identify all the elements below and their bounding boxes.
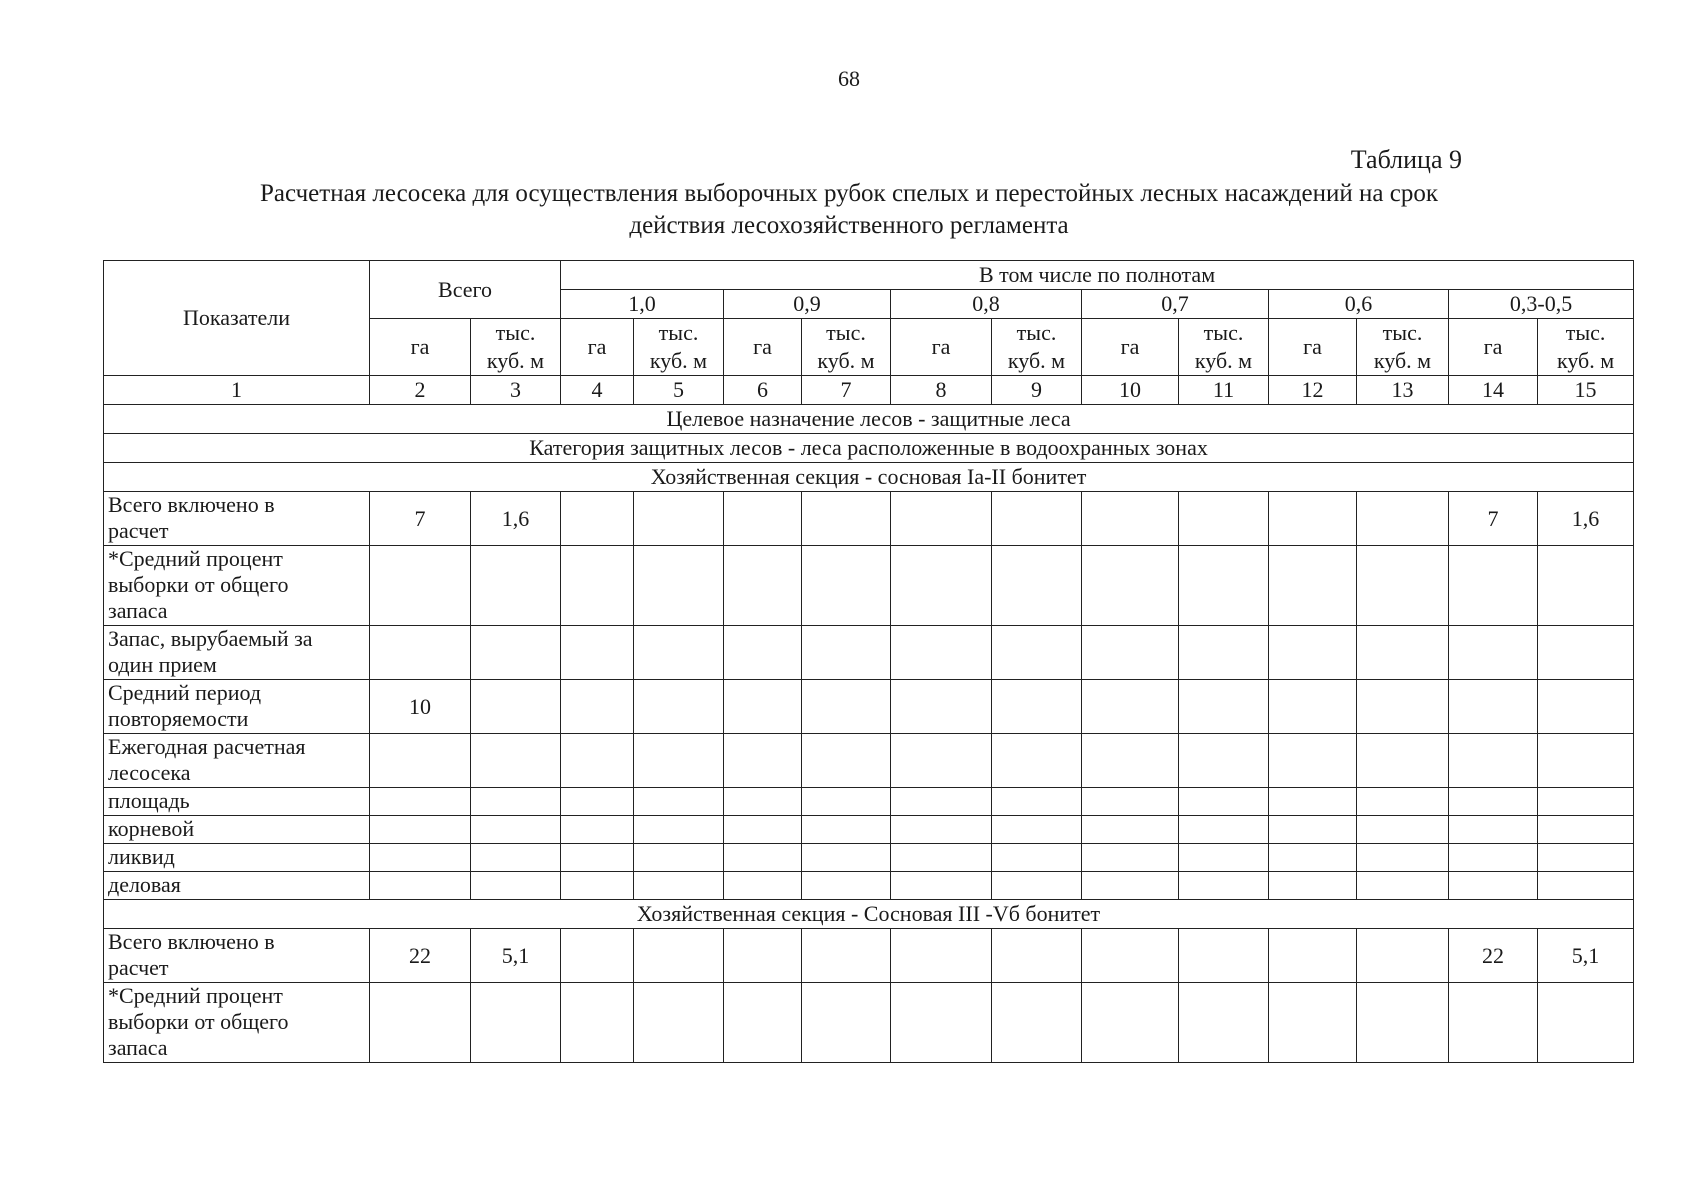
header-density: 1,0	[561, 290, 724, 319]
table-cell	[802, 816, 891, 844]
row-label-line: Средний период	[108, 680, 262, 705]
column-number: 10	[1082, 376, 1179, 405]
table-cell	[1357, 626, 1449, 680]
table-cell	[891, 816, 992, 844]
row-label	[104, 626, 370, 680]
header-total: Всего	[370, 261, 561, 319]
row-label-line: ликвид	[108, 844, 175, 869]
table-cell	[1538, 546, 1634, 626]
table-cell	[471, 626, 561, 680]
column-number: 11	[1179, 376, 1269, 405]
table-cell	[724, 546, 802, 626]
table-cell	[992, 816, 1082, 844]
table-cell	[992, 734, 1082, 788]
table-cell	[1357, 844, 1449, 872]
header-unit-ha: га	[724, 319, 802, 376]
column-number: 4	[561, 376, 634, 405]
unit-line: тыс.	[1203, 320, 1244, 345]
unit-line: тыс.	[1016, 320, 1057, 345]
column-number: 14	[1449, 376, 1538, 405]
table-cell	[1269, 844, 1357, 872]
table-cell	[370, 844, 471, 872]
column-number: 6	[724, 376, 802, 405]
table-cell: 5,1	[471, 929, 561, 983]
row-label-line: повторяемости	[108, 706, 249, 731]
header-unit-volume	[802, 319, 891, 376]
table-cell	[891, 492, 992, 546]
table-cell	[1269, 546, 1357, 626]
table-cell	[1269, 816, 1357, 844]
table-cell	[1538, 844, 1634, 872]
table-cell	[471, 788, 561, 816]
page-number: 68	[838, 66, 860, 91]
header-unit-ha: га	[370, 319, 471, 376]
table-cell	[724, 983, 802, 1063]
table-cell	[1538, 734, 1634, 788]
section-header-row	[104, 405, 1634, 434]
table-cell	[1082, 546, 1179, 626]
table-cell	[1449, 546, 1538, 626]
table-cell	[1357, 492, 1449, 546]
table-cell	[1179, 844, 1269, 872]
table-cell: 10	[370, 680, 471, 734]
unit-line: куб. м	[1007, 348, 1066, 373]
table-cell	[1082, 816, 1179, 844]
row-label-line: Запас, вырубаемый за	[108, 626, 313, 651]
table-cell	[1538, 788, 1634, 816]
table-cell	[370, 816, 471, 844]
table-cell	[471, 983, 561, 1063]
header-unit-volume	[1357, 319, 1449, 376]
row-label-line: расчет	[108, 955, 169, 980]
table-cell	[1269, 929, 1357, 983]
table-cell	[724, 844, 802, 872]
row-label-line: запаса	[108, 598, 168, 623]
column-number: 3	[471, 376, 561, 405]
table-cell	[1449, 788, 1538, 816]
unit-line: куб. м	[649, 348, 708, 373]
row-label-line: выборки от общего	[108, 1009, 289, 1034]
table-cell	[724, 788, 802, 816]
table-row	[104, 872, 1634, 900]
unit-line: тыс.	[826, 320, 866, 345]
table-cell	[1179, 680, 1269, 734]
row-label	[104, 872, 370, 900]
table-cell	[1357, 872, 1449, 900]
table-cell	[1179, 872, 1269, 900]
table-cell	[1179, 788, 1269, 816]
table-cell	[802, 872, 891, 900]
row-label-line: Всего включено в	[108, 492, 275, 517]
row-label-line: выборки от общего	[108, 572, 289, 597]
allowable-cut-table	[103, 260, 1634, 1063]
table-cell	[992, 929, 1082, 983]
table-row	[104, 492, 1634, 546]
header-unit-ha: га	[891, 319, 992, 376]
header-density: 0,6	[1269, 290, 1449, 319]
unit-line: тыс.	[1382, 320, 1423, 345]
table-cell	[1179, 492, 1269, 546]
table-cell	[1357, 734, 1449, 788]
column-number: 12	[1269, 376, 1357, 405]
column-number: 2	[370, 376, 471, 405]
table-cell	[992, 626, 1082, 680]
table-cell	[802, 680, 891, 734]
table-cell	[992, 492, 1082, 546]
table-cell	[1538, 872, 1634, 900]
table-cell	[992, 844, 1082, 872]
table-cell	[471, 734, 561, 788]
table-cell	[724, 872, 802, 900]
table-cell	[1449, 872, 1538, 900]
table-cell	[561, 983, 634, 1063]
table-cell	[561, 734, 634, 788]
table-cell	[1357, 788, 1449, 816]
table-cell	[634, 929, 724, 983]
table-cell	[1449, 844, 1538, 872]
header-unit-ha: га	[1269, 319, 1357, 376]
table-cell	[1538, 680, 1634, 734]
header-unit-ha: га	[1082, 319, 1179, 376]
title-line: действия лесохозяйственного регламента	[629, 212, 1069, 239]
table-cell	[992, 983, 1082, 1063]
table-cell	[891, 983, 992, 1063]
table-cell	[634, 546, 724, 626]
unit-line: куб. м	[817, 348, 875, 373]
table-cell	[891, 546, 992, 626]
table-row	[104, 734, 1634, 788]
row-label	[104, 734, 370, 788]
header-unit-volume	[634, 319, 724, 376]
table-cell	[561, 872, 634, 900]
table-row	[104, 844, 1634, 872]
table-cell	[802, 626, 891, 680]
row-label	[104, 844, 370, 872]
row-label-line: площадь	[108, 788, 190, 813]
table-cell	[1082, 734, 1179, 788]
table-cell	[1082, 680, 1179, 734]
table-cell	[802, 929, 891, 983]
unit-line: тыс.	[1565, 320, 1606, 345]
table-row	[104, 983, 1634, 1063]
table-cell	[992, 546, 1082, 626]
table-cell	[634, 788, 724, 816]
table-cell	[1269, 788, 1357, 816]
table-cell: 1,6	[471, 492, 561, 546]
table-cell	[891, 734, 992, 788]
table-cell	[1269, 680, 1357, 734]
table-cell	[1357, 816, 1449, 844]
table-cell: 1,6	[1538, 492, 1634, 546]
table-cell	[370, 983, 471, 1063]
header-unit-volume	[992, 319, 1082, 376]
table-cell	[1082, 492, 1179, 546]
table-cell	[891, 844, 992, 872]
row-label-line: *Средний процент	[108, 546, 283, 571]
row-label	[104, 546, 370, 626]
table-cell	[561, 816, 634, 844]
column-number: 13	[1357, 376, 1449, 405]
table-cell	[1269, 626, 1357, 680]
table-cell	[891, 626, 992, 680]
table-cell	[802, 844, 891, 872]
table-cell	[370, 788, 471, 816]
header-density: 0,3-0,5	[1449, 290, 1634, 319]
table-cell	[634, 983, 724, 1063]
header-indicators: Показатели	[104, 261, 370, 376]
table-cell	[802, 788, 891, 816]
header-unit-ha: га	[561, 319, 634, 376]
row-label-line: Ежегодная расчетная	[108, 734, 306, 759]
section-header: Категория защитных лесов - леса расположенные в водоохранных зонах	[104, 434, 1634, 463]
table-cell	[802, 492, 891, 546]
table-cell	[561, 929, 634, 983]
table-cell	[561, 492, 634, 546]
table-cell	[1269, 492, 1357, 546]
unit-line: куб. м	[486, 348, 545, 373]
table-cell	[561, 844, 634, 872]
table-cell	[370, 626, 471, 680]
row-label	[104, 816, 370, 844]
section-header: Хозяйственная секция - сосновая Ia-II бонитет	[104, 463, 1634, 492]
table-cell	[634, 734, 724, 788]
table-cell	[634, 680, 724, 734]
column-number: 8	[891, 376, 992, 405]
table-cell	[1179, 816, 1269, 844]
table-cell	[724, 734, 802, 788]
table-cell: 22	[370, 929, 471, 983]
row-label-line: корневой	[108, 816, 195, 841]
table-cell: 7	[1449, 492, 1538, 546]
row-label	[104, 680, 370, 734]
header-density: 0,8	[891, 290, 1082, 319]
table-cell	[1357, 680, 1449, 734]
row-label-line: один прием	[108, 652, 217, 677]
table-cell	[1082, 844, 1179, 872]
table-row	[104, 546, 1634, 626]
table-cell	[1179, 734, 1269, 788]
section-header: Хозяйственная секция - Сосновая III -Vб бонитет	[104, 900, 1634, 929]
header-by-density: В том числе по полнотам	[561, 261, 1634, 290]
row-label-line: расчет	[108, 518, 169, 543]
table-cell	[1179, 929, 1269, 983]
table-cell	[1538, 816, 1634, 844]
table-cell	[1082, 626, 1179, 680]
header-density: 0,9	[724, 290, 891, 319]
table-cell	[1449, 680, 1538, 734]
table-row	[104, 788, 1634, 816]
table-cell	[634, 872, 724, 900]
row-label-line: запаса	[108, 1035, 168, 1060]
table-row	[104, 626, 1634, 680]
table-cell	[561, 788, 634, 816]
row-label-line: Всего включено в	[108, 929, 275, 954]
unit-line: тыс.	[495, 320, 536, 345]
table-row	[104, 929, 1634, 983]
table-cell	[471, 816, 561, 844]
header-unit-volume	[471, 319, 561, 376]
table-cell	[802, 983, 891, 1063]
row-label	[104, 929, 370, 983]
table-cell	[1538, 983, 1634, 1063]
unit-line: куб. м	[1194, 348, 1253, 373]
table-cell	[1179, 983, 1269, 1063]
table-cell: 22	[1449, 929, 1538, 983]
table-cell	[724, 929, 802, 983]
table-cell	[724, 816, 802, 844]
table-cell	[724, 626, 802, 680]
row-label	[104, 492, 370, 546]
section-header: Целевое назначение лесов - защитные леса	[104, 405, 1634, 434]
table-cell	[1269, 983, 1357, 1063]
unit-line: куб. м	[1373, 348, 1432, 373]
table-cell	[471, 872, 561, 900]
table-cell	[1082, 872, 1179, 900]
table-cell	[1357, 983, 1449, 1063]
table-cell	[724, 680, 802, 734]
row-label	[104, 983, 370, 1063]
table-cell	[802, 546, 891, 626]
table-cell	[561, 546, 634, 626]
table-cell	[1449, 626, 1538, 680]
table-cell	[1538, 626, 1634, 680]
table-cell	[370, 734, 471, 788]
row-label	[104, 788, 370, 816]
table-cell	[1269, 734, 1357, 788]
section-header-row	[104, 434, 1634, 463]
table-cell	[891, 872, 992, 900]
table-label: Таблица 9	[1350, 145, 1462, 174]
table-cell	[1449, 734, 1538, 788]
column-number: 1	[104, 376, 370, 405]
table-cell	[1179, 546, 1269, 626]
column-number: 5	[634, 376, 724, 405]
table-cell	[561, 626, 634, 680]
title-line: Расчетная лесосека для осуществления выборочных рубок спелых и перестойных лесных насаждений на срок	[260, 180, 1438, 207]
table-cell	[802, 734, 891, 788]
table-row	[104, 816, 1634, 844]
table-cell	[370, 872, 471, 900]
table-cell	[471, 680, 561, 734]
table-cell	[891, 680, 992, 734]
header-unit-ha: га	[1449, 319, 1538, 376]
section-header-row	[104, 900, 1634, 929]
row-label-line: лесосека	[108, 760, 191, 785]
header-unit-volume	[1179, 319, 1269, 376]
table-cell	[634, 816, 724, 844]
table-cell	[1449, 983, 1538, 1063]
table-title	[200, 178, 1498, 242]
table-cell	[471, 844, 561, 872]
row-label-line: деловая	[108, 872, 181, 897]
unit-line: тыс.	[658, 320, 699, 345]
table-cell	[992, 872, 1082, 900]
table-cell	[1269, 872, 1357, 900]
table-cell	[724, 492, 802, 546]
header-density: 0,7	[1082, 290, 1269, 319]
table-cell	[992, 788, 1082, 816]
column-number: 7	[802, 376, 891, 405]
table-cell	[1082, 788, 1179, 816]
column-number: 9	[992, 376, 1082, 405]
table-cell	[471, 546, 561, 626]
table-cell	[992, 680, 1082, 734]
table-cell: 5,1	[1538, 929, 1634, 983]
table-cell: 7	[370, 492, 471, 546]
column-number: 15	[1538, 376, 1634, 405]
table-cell	[561, 680, 634, 734]
table-row	[104, 680, 1634, 734]
table-cell	[634, 626, 724, 680]
section-header-row	[104, 463, 1634, 492]
table-cell	[1357, 546, 1449, 626]
table-cell	[370, 546, 471, 626]
table-cell	[1082, 929, 1179, 983]
table-cell	[891, 929, 992, 983]
table-cell	[1357, 929, 1449, 983]
unit-line: куб. м	[1556, 348, 1615, 373]
table-cell	[1179, 626, 1269, 680]
table-cell	[1082, 983, 1179, 1063]
table-cell	[891, 788, 992, 816]
table-cell	[1449, 816, 1538, 844]
header-unit-volume	[1538, 319, 1634, 376]
table-cell	[634, 844, 724, 872]
row-label-line: *Средний процент	[108, 983, 283, 1008]
table-cell	[634, 492, 724, 546]
